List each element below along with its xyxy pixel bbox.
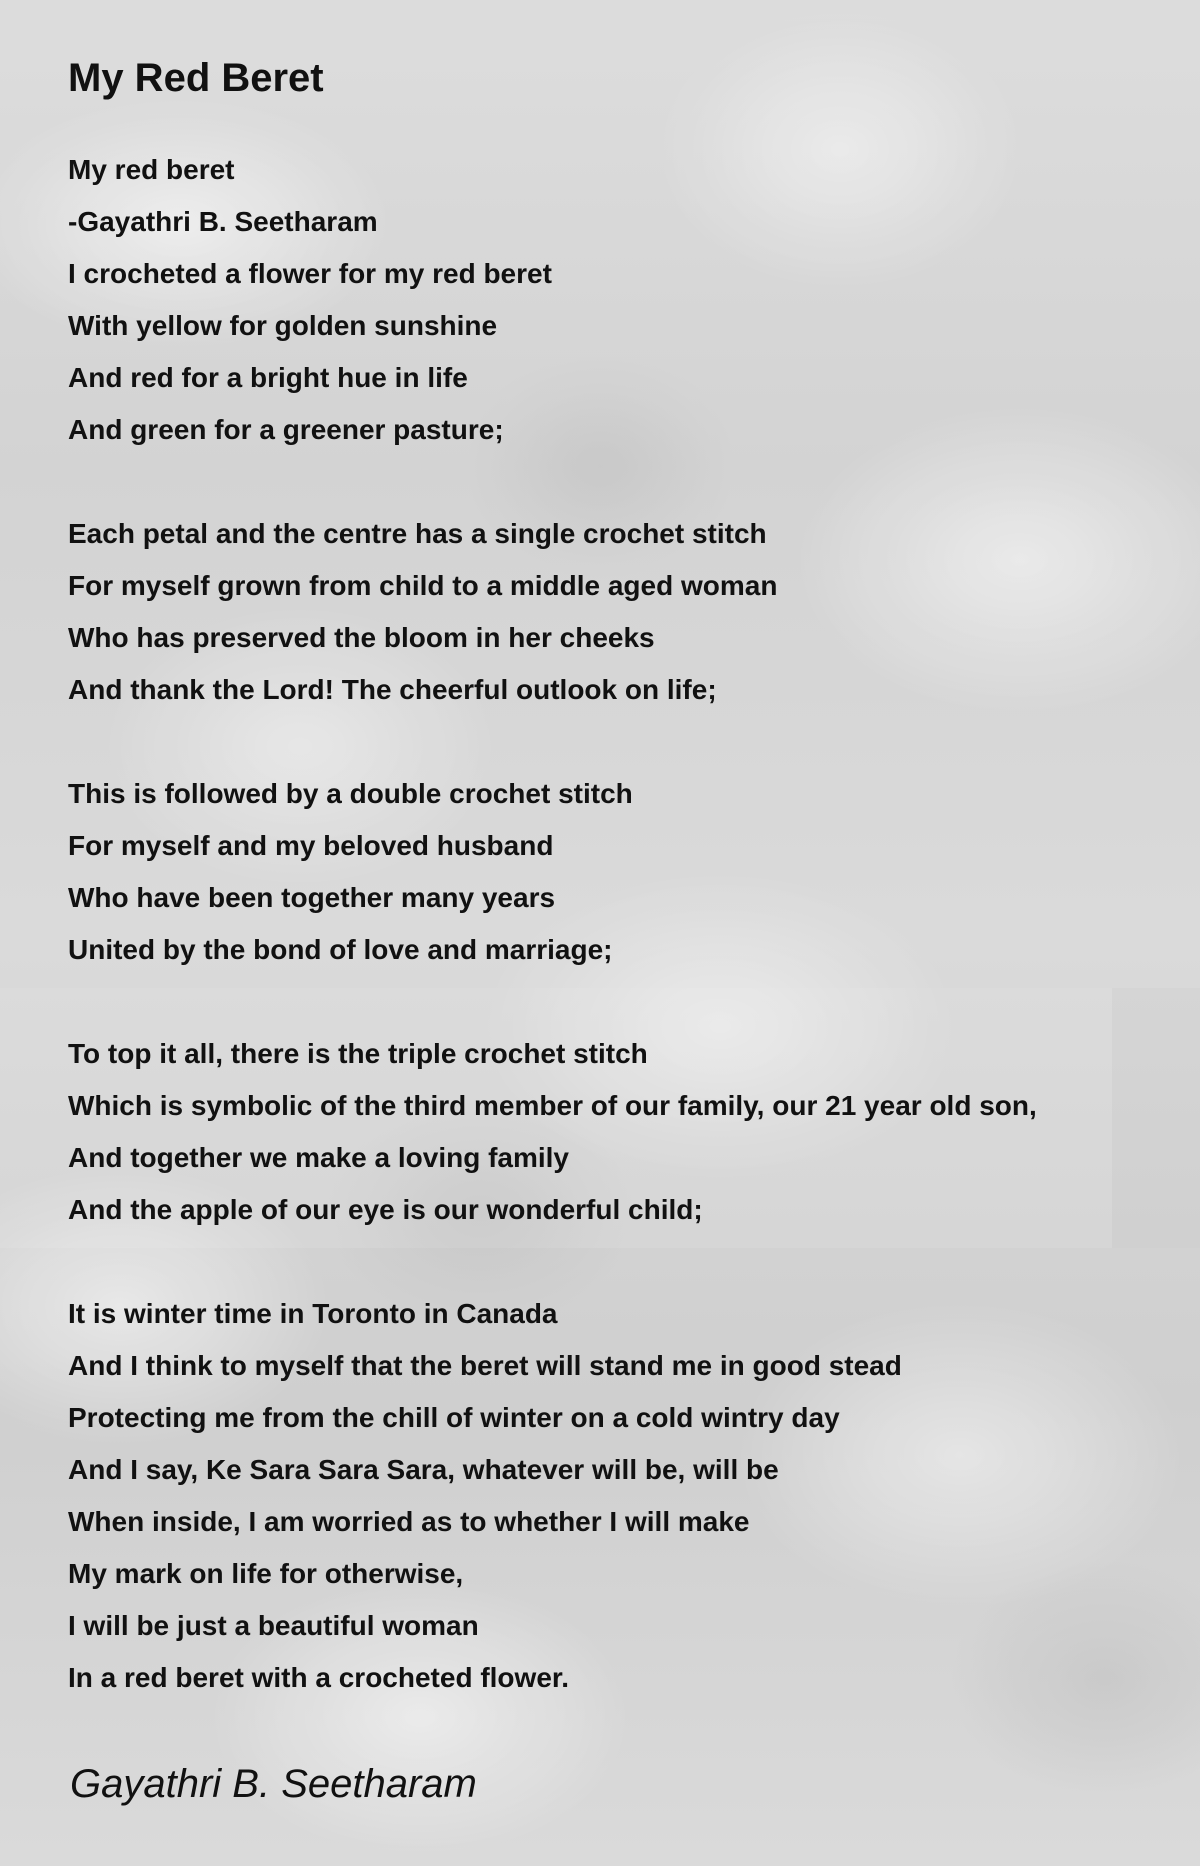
poem-line: Each petal and the centre has a single crochet stitch (68, 518, 767, 549)
poem-line: My mark on life for otherwise, (68, 1558, 464, 1589)
stanza-2 (68, 508, 1193, 716)
poem-line: For myself and my beloved husband (68, 830, 554, 861)
poem-line: -Gayathri B. Seetharam (68, 206, 378, 237)
poem-line: This is followed by a double crochet stitch (68, 778, 633, 809)
poem-line: And red for a bright hue in life (68, 362, 468, 393)
stanza-4 (68, 1028, 1193, 1236)
author-signature: Gayathri B. Seetharam (70, 1762, 477, 1806)
stanza-gap (68, 456, 1193, 508)
poem-line: Protecting me from the chill of winter on a cold wintry day (68, 1402, 840, 1433)
poem-line: And I say, Ke Sara Sara Sara, whatever will be, will be (68, 1454, 779, 1485)
poem-line: In a red beret with a crocheted flower. (68, 1662, 570, 1693)
stanza-gap (68, 976, 1193, 1028)
poem-line: For myself grown from child to a middle aged woman (68, 570, 778, 601)
poem-line: And I think to myself that the beret will stand me in good stead (68, 1350, 902, 1381)
poem-line: To top it all, there is the triple crochet stitch (68, 1038, 648, 1069)
poem-line: My red beret (68, 154, 235, 185)
stanza-gap (68, 716, 1193, 768)
poem-line: And the apple of our eye is our wonderful child; (68, 1194, 703, 1225)
poem-line: Which is symbolic of the third member of our family, our 21 year old son, (68, 1090, 1037, 1121)
stanza-gap (68, 1236, 1193, 1288)
poem-line: With yellow for golden sunshine (68, 310, 498, 341)
poem-line: I crocheted a flower for my red beret (68, 258, 552, 289)
poem-line: Who has preserved the bloom in her cheeks (68, 622, 655, 653)
poem-line: United by the bond of love and marriage; (68, 934, 613, 965)
stanza-3 (68, 768, 1193, 976)
poem-line: When inside, I am worried as to whether I will make (68, 1506, 750, 1537)
poem-line: Who have been together many years (68, 882, 556, 913)
poem-container (68, 48, 1193, 1704)
stanza-1 (68, 144, 1193, 456)
poem-line: I will be just a beautiful woman (68, 1610, 479, 1641)
poem-line: And thank the Lord! The cheerful outlook on life; (68, 674, 717, 705)
poem-line: And together we make a loving family (68, 1142, 570, 1173)
poem-line: And green for a greener pasture; (68, 414, 504, 445)
poem-title: My Red Beret (68, 56, 324, 100)
poem-body (68, 144, 1193, 1704)
stanza-5 (68, 1288, 1193, 1704)
poem-line: It is winter time in Toronto in Canada (68, 1298, 558, 1329)
